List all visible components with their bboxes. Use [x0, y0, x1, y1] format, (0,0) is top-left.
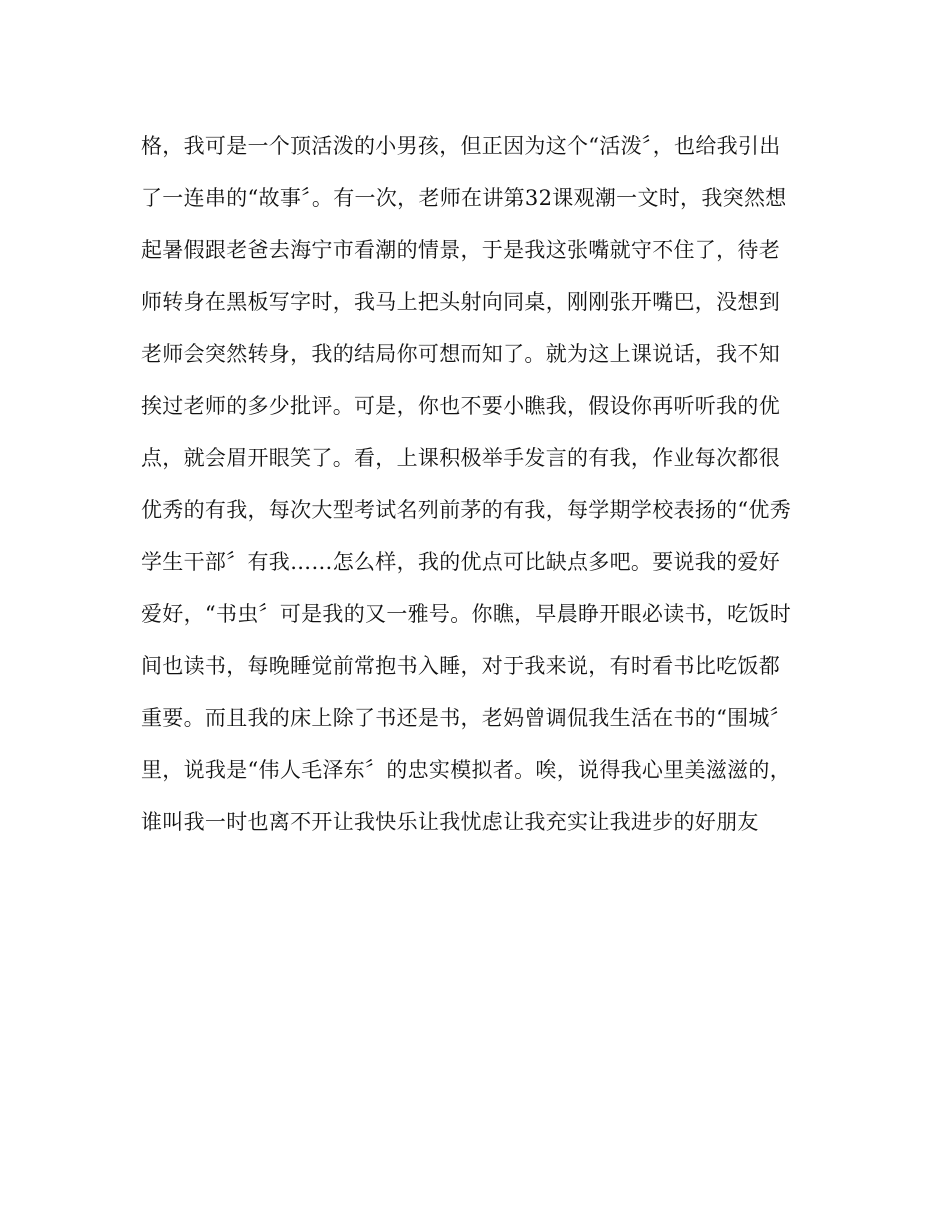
text-line-13: 里，说我是“伟人毛泽东〞的忠实模拟者。唉，说得我心里美滋滋的，: [141, 758, 792, 782]
text-line-5: 老师会突然转身，我的结局你可想而知了。就为这上课说话，我不知: [141, 342, 780, 366]
text-line-7: 点，就会眉开眼笑了。看，上课积极举手发言的有我，作业每次都很: [141, 446, 780, 470]
text-line-12: 重要。而且我的床上除了书还是书，老妈曾调侃我生活在书的“围城〞: [141, 706, 792, 730]
text-line-11: 间也读书，每晚睡觉前常抱书入睡，对于我来说，有时看书比吃饭都: [141, 654, 780, 678]
text-line-4: 师转身在黑板写字时，我马上把头射向同桌，刚刚张开嘴巴，没想到: [141, 290, 780, 314]
text-line-1: 格，我可是一个顶活泼的小男孩，但正因为这个“活泼〞，也给我引出: [141, 134, 781, 158]
text-line-10: 爱好，“书虫〞可是我的又一雅号。你瞧，早晨睁开眼必读书，吃饭时: [141, 602, 792, 626]
text-line-2: 了一连串的“故事〞。有一次，老师在讲第32课观潮一文时，我突然想: [141, 186, 787, 210]
text-line-8: 优秀的有我，每次大型考试名列前茅的有我，每学期学校表扬的“优秀: [141, 498, 792, 522]
text-line-9: 学生干部〞有我……怎么样，我的优点可比缺点多吧。要说我的爱好: [141, 550, 780, 574]
text-line-6: 挨过老师的多少批评。可是，你也不要小瞧我，假设你再听听我的优: [141, 394, 780, 418]
text-line-3: 起暑假跟老爸去海宁市看潮的情景，于是我这张嘴就守不住了，待老: [141, 238, 780, 262]
text-line-14: 谁叫我一时也离不开让我快乐让我忧虑让我充实让我进步的好朋友: [141, 810, 759, 834]
essay-body: [141, 120, 821, 848]
